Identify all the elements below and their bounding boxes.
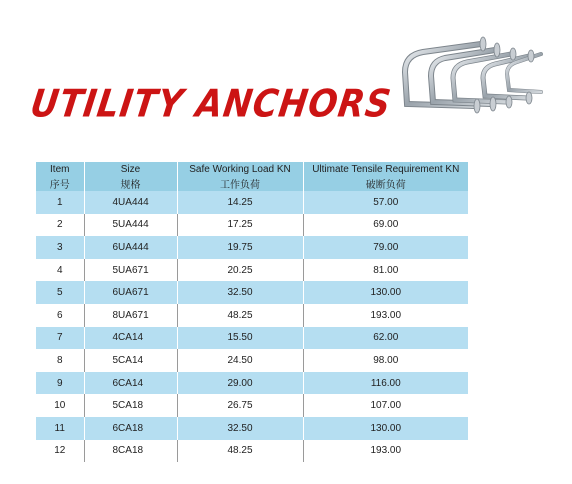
tensile-cell: 69.00 bbox=[303, 214, 468, 237]
safe-load-cell: 17.25 bbox=[177, 214, 303, 237]
tensile-cell: 130.00 bbox=[303, 281, 468, 304]
item-cell: 4 bbox=[36, 259, 84, 282]
table-row bbox=[36, 349, 468, 372]
header-size: Size bbox=[84, 162, 177, 176]
tensile-cell: 193.00 bbox=[303, 440, 468, 463]
header-size-cn: 规格 bbox=[84, 176, 177, 191]
tensile-cell: 81.00 bbox=[303, 259, 468, 282]
tensile-cell: 130.00 bbox=[303, 417, 468, 440]
tensile-cell: 79.00 bbox=[303, 236, 468, 259]
item-cell: 2 bbox=[36, 214, 84, 237]
page-title: UTILITY ANCHORS bbox=[27, 82, 395, 127]
safe-load-cell: 20.25 bbox=[177, 259, 303, 282]
safe-load-cell: 26.75 bbox=[177, 394, 303, 417]
header-item-cn: 序号 bbox=[36, 176, 84, 191]
table-row bbox=[36, 281, 468, 304]
table-row bbox=[36, 304, 468, 327]
size-cell: 4CA14 bbox=[84, 327, 177, 350]
item-cell: 8 bbox=[36, 349, 84, 372]
size-cell: 6CA14 bbox=[84, 372, 177, 395]
header-ultimate-tensile: Ultimate Tensile Requirement KN bbox=[303, 162, 468, 176]
item-cell: 6 bbox=[36, 304, 84, 327]
header-ultimate-tensile-cn: 破断负荷 bbox=[303, 176, 468, 191]
safe-load-cell: 24.50 bbox=[177, 349, 303, 372]
header-row-english bbox=[36, 162, 468, 176]
item-cell: 7 bbox=[36, 327, 84, 350]
safe-load-cell: 15.50 bbox=[177, 327, 303, 350]
header-row-chinese bbox=[36, 176, 468, 191]
table-row bbox=[36, 372, 468, 395]
size-cell: 5UA444 bbox=[84, 214, 177, 237]
item-cell: 11 bbox=[36, 417, 84, 440]
item-cell: 12 bbox=[36, 440, 84, 463]
safe-load-cell: 48.25 bbox=[177, 440, 303, 463]
size-cell: 6UA444 bbox=[84, 236, 177, 259]
table-row bbox=[36, 440, 468, 463]
size-cell: 5CA14 bbox=[84, 349, 177, 372]
size-cell: 8UA671 bbox=[84, 304, 177, 327]
safe-load-cell: 14.25 bbox=[177, 191, 303, 214]
item-cell: 1 bbox=[36, 191, 84, 214]
table-row bbox=[36, 236, 468, 259]
header-safe-working-load: Safe Working Load KN bbox=[177, 162, 303, 176]
item-cell: 9 bbox=[36, 372, 84, 395]
item-cell: 5 bbox=[36, 281, 84, 304]
table-row bbox=[36, 327, 468, 350]
header-item: Item bbox=[36, 162, 84, 176]
safe-load-cell: 29.00 bbox=[177, 372, 303, 395]
size-cell: 6CA18 bbox=[84, 417, 177, 440]
table-row bbox=[36, 214, 468, 237]
size-cell: 4UA444 bbox=[84, 191, 177, 214]
size-cell: 5UA671 bbox=[84, 259, 177, 282]
table-row bbox=[36, 394, 468, 417]
tensile-cell: 107.00 bbox=[303, 394, 468, 417]
table-row bbox=[36, 191, 468, 214]
table-row bbox=[36, 417, 468, 440]
tensile-cell: 57.00 bbox=[303, 191, 468, 214]
item-cell: 3 bbox=[36, 236, 84, 259]
safe-load-cell: 32.50 bbox=[177, 417, 303, 440]
size-cell: 6UA671 bbox=[84, 281, 177, 304]
anchor-rods-image bbox=[395, 34, 545, 120]
tensile-cell: 193.00 bbox=[303, 304, 468, 327]
safe-load-cell: 32.50 bbox=[177, 281, 303, 304]
safe-load-cell: 48.25 bbox=[177, 304, 303, 327]
size-cell: 5CA18 bbox=[84, 394, 177, 417]
tensile-cell: 98.00 bbox=[303, 349, 468, 372]
tensile-cell: 62.00 bbox=[303, 327, 468, 350]
header-safe-working-load-cn: 工作负荷 bbox=[177, 176, 303, 191]
size-cell: 8CA18 bbox=[84, 440, 177, 463]
safe-load-cell: 19.75 bbox=[177, 236, 303, 259]
item-cell: 10 bbox=[36, 394, 84, 417]
specification-table bbox=[36, 162, 468, 462]
tensile-cell: 116.00 bbox=[303, 372, 468, 395]
table-row bbox=[36, 259, 468, 282]
